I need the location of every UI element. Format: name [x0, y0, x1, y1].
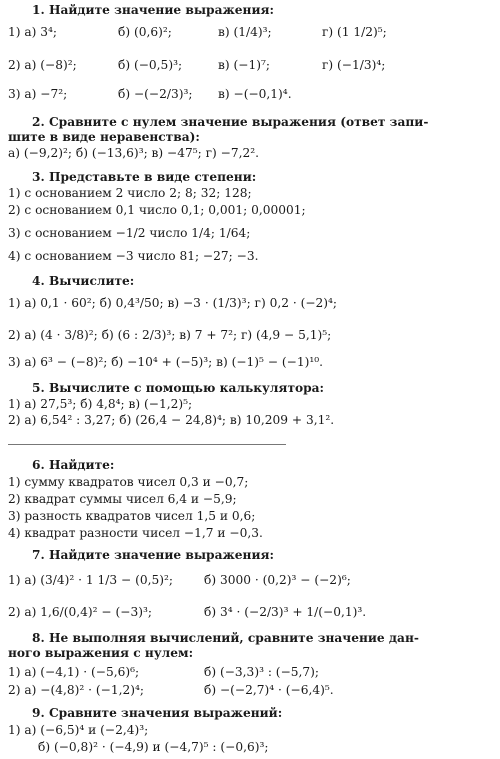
task-4-l1: 1) а) 0,1 · 60²; б) 0,4³/50; в) −3 · (1/3)³; г) 0,2 · (−2)⁴; — [8, 296, 338, 310]
task-6-title: 6. Найдите: — [32, 458, 115, 472]
task-1-title: 1. Найдите значение выражения: — [32, 3, 274, 17]
task-7-2b: б) 3⁴ · (−2/3)³ + 1/(−0,1)³. — [204, 605, 367, 619]
task-3-l2: 2) с основанием 0,1 число 0,1; 0,001; 0,00001; — [8, 203, 306, 217]
task-1-1b: б) (0,6)²; — [118, 25, 172, 39]
task-1-1v: в) (1/4)³; — [218, 25, 272, 39]
task-7-1a: 1) а) (3/4)² · 1 1/3 − (0,5)²; — [8, 573, 173, 587]
section-divider — [8, 444, 286, 445]
task-2-title-cont: шите в виде неравенства): — [8, 130, 200, 144]
task-8-2b: б) −(−2,7)⁴ · (−6,4)⁵. — [204, 683, 334, 697]
task-1-3v: в) −(−0,1)⁴. — [218, 87, 292, 101]
task-1-1g: г) (1 1/2)⁵; — [322, 25, 387, 39]
task-5-l2: 2) а) 6,54² : 3,27; б) (26,4 − 24,8)⁴; в) 10,209 + 3,1². — [8, 413, 335, 427]
task-9-title: 9. Сравните значения выражений: — [32, 706, 283, 720]
task-4-title: 4. Вычислите: — [32, 274, 135, 288]
task-3-l4: 4) с основанием −3 число 81; −27; −3. — [8, 249, 259, 263]
task-1-1a: 1) а) 3⁴; — [8, 25, 58, 39]
task-5-l1: 1) а) 27,5³; б) 4,8⁴; в) (−1,2)⁵; — [8, 397, 193, 411]
task-8-1b: б) (−3,3)³ : (−5,7); — [204, 665, 320, 679]
task-5-title: 5. Вычислите с помощью калькулятора: — [32, 381, 325, 395]
task-8-2a: 2) а) −(4,8)² · (−1,2)⁴; — [8, 683, 144, 697]
task-1-2a: 2) а) (−8)²; — [8, 58, 77, 72]
task-1-3b: б) −(−2/3)³; — [118, 87, 193, 101]
task-7-2a: 2) а) 1,6/(0,4)² − (−3)³; — [8, 605, 152, 619]
task-9-l2: б) (−0,8)² · (−4,9) и (−4,7)⁵ : (−0,6)³; — [38, 740, 269, 754]
task-1-3a: 3) а) −7²; — [8, 87, 68, 101]
task-7-1b: б) 3000 · (0,2)³ − (−2)⁶; — [204, 573, 351, 587]
task-8-title-cont: ного выражения с нулем: — [8, 646, 194, 660]
task-3-l1: 1) с основанием 2 число 2; 8; 32; 128; — [8, 186, 252, 200]
task-2-line: а) (−9,2)²; б) (−13,6)³; в) −47⁵; г) −7,2². — [8, 146, 259, 160]
task-1-2v: в) (−1)⁷; — [218, 58, 270, 72]
task-8-title: 8. Не выполняя вычислений, сравните значение дан- — [32, 631, 419, 645]
task-7-title: 7. Найдите значение выражения: — [32, 548, 274, 562]
task-2-title: 2. Сравните с нулем значение выражения (ответ запи- — [32, 115, 429, 129]
task-8-1a: 1) а) (−4,1) · (−5,6)⁶; — [8, 665, 140, 679]
task-3-title: 3. Представьте в виде степени: — [32, 170, 257, 184]
task-1-2g: г) (−1/3)⁴; — [322, 58, 386, 72]
task-6-l1: 1) сумму квадратов чисел 0,3 и −0,7; — [8, 475, 249, 489]
task-3-l3: 3) с основанием −1/2 число 1/4; 1/64; — [8, 226, 251, 240]
task-4-l2: 2) а) (4 · 3/8)²; б) (6 : 2/3)³; в) 7 + 7²; г) (4,9 − 5,1)⁵; — [8, 328, 332, 342]
task-4-l3: 3) а) 6³ − (−8)²; б) −10⁴ + (−5)³; в) (−1)⁵ − (−1)¹⁰. — [8, 355, 324, 369]
task-6-l2: 2) квадрат суммы чисел 6,4 и −5,9; — [8, 492, 237, 506]
task-1-2b: б) (−0,5)³; — [118, 58, 183, 72]
task-9-l1: 1) а) (−6,5)⁴ и (−2,4)³; — [8, 723, 149, 737]
task-6-l3: 3) разность квадратов чисел 1,5 и 0,6; — [8, 509, 256, 523]
task-6-l4: 4) квадрат разности чисел −1,7 и −0,3. — [8, 526, 263, 540]
